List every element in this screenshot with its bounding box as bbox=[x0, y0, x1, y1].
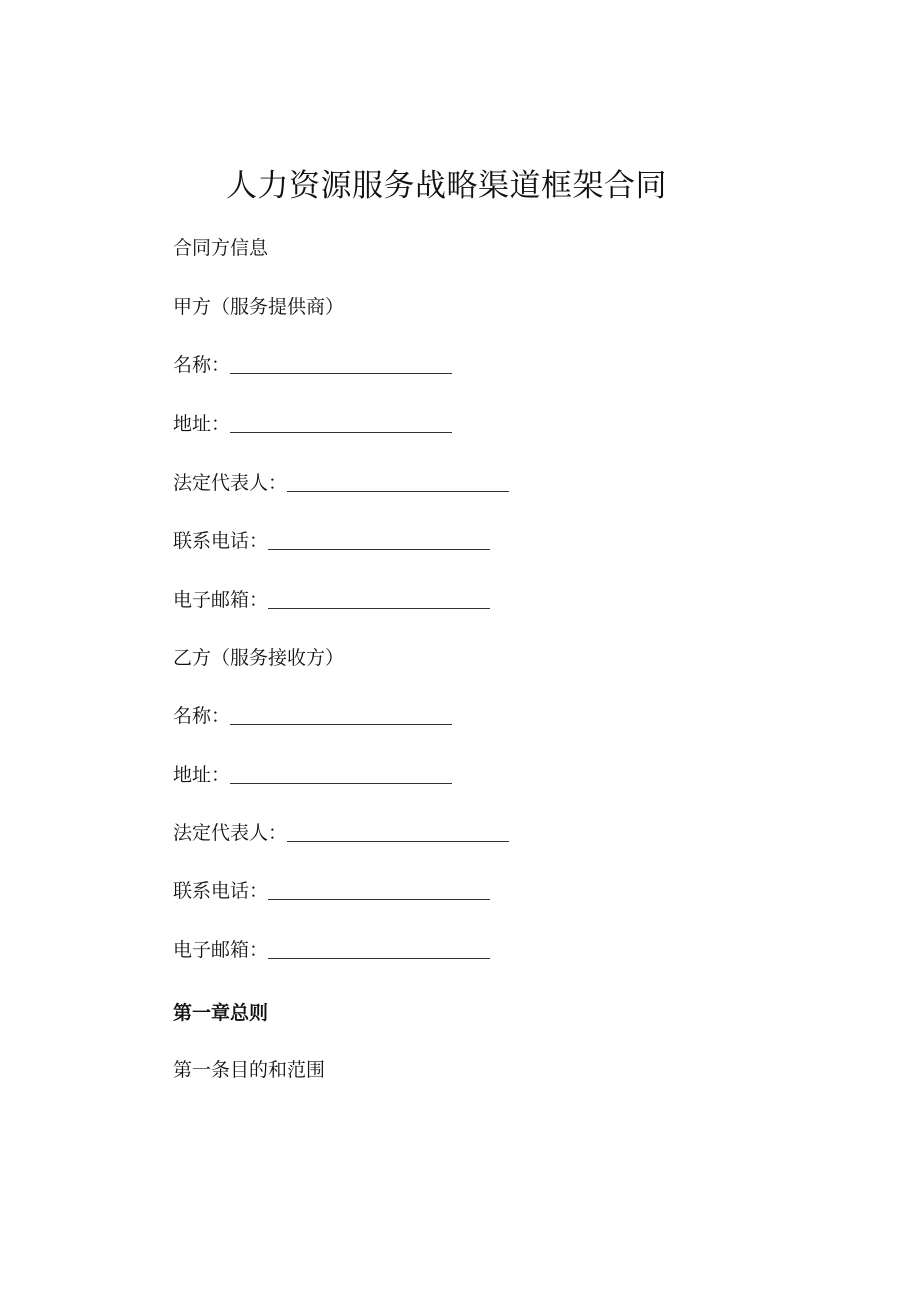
party-a-heading bbox=[173, 294, 344, 320]
party-a-address-label: 地址： bbox=[173, 413, 231, 435]
section-parties-text: 合同方信息 bbox=[173, 237, 269, 259]
party-b-heading bbox=[173, 645, 344, 671]
party-a-legal-rep-row bbox=[173, 470, 509, 496]
party-b-email-blank[interactable] bbox=[268, 957, 490, 959]
party-a-address-row bbox=[173, 411, 452, 437]
party-b-heading-text: 乙方（服务接收方） bbox=[173, 647, 345, 669]
party-a-email-blank[interactable] bbox=[268, 607, 490, 609]
party-b-address-label: 地址： bbox=[173, 764, 231, 786]
party-a-phone-label: 联系电话： bbox=[173, 530, 269, 552]
party-b-name-blank[interactable] bbox=[230, 723, 452, 725]
party-a-address-blank[interactable] bbox=[230, 431, 452, 433]
party-b-legal-rep-blank[interactable] bbox=[287, 840, 509, 842]
party-a-phone-row bbox=[173, 528, 490, 554]
document-title: 人力资源服务战略渠道框架合同 bbox=[226, 168, 667, 204]
party-a-name-blank[interactable] bbox=[230, 372, 452, 374]
party-b-phone-row bbox=[173, 878, 490, 904]
party-a-email-label: 电子邮箱： bbox=[173, 589, 269, 611]
party-a-legal-rep-label: 法定代表人： bbox=[173, 472, 288, 494]
party-a-name-row bbox=[173, 352, 452, 378]
party-b-email-row bbox=[173, 937, 490, 963]
party-b-legal-rep-label: 法定代表人： bbox=[173, 822, 288, 844]
party-b-phone-label: 联系电话： bbox=[173, 880, 269, 902]
party-b-name-row bbox=[173, 703, 452, 729]
party-b-phone-blank[interactable] bbox=[268, 898, 490, 900]
party-a-phone-blank[interactable] bbox=[268, 548, 490, 550]
party-a-legal-rep-blank[interactable] bbox=[287, 490, 509, 492]
party-b-legal-rep-row bbox=[173, 820, 509, 846]
party-b-email-label: 电子邮箱： bbox=[173, 939, 269, 961]
article-1-heading bbox=[173, 1057, 325, 1083]
party-b-address-row bbox=[173, 762, 452, 788]
chapter-1-heading bbox=[173, 1000, 268, 1026]
party-b-address-blank[interactable] bbox=[230, 782, 452, 784]
chapter-1-text: 第一章总则 bbox=[173, 1002, 269, 1024]
party-a-name-label: 名称： bbox=[173, 354, 231, 376]
section-parties-heading bbox=[173, 235, 268, 261]
article-1-text: 第一条目的和范围 bbox=[173, 1059, 326, 1081]
party-b-name-label: 名称： bbox=[173, 705, 231, 727]
party-a-email-row bbox=[173, 587, 490, 613]
party-a-heading-text: 甲方（服务提供商） bbox=[173, 296, 345, 318]
